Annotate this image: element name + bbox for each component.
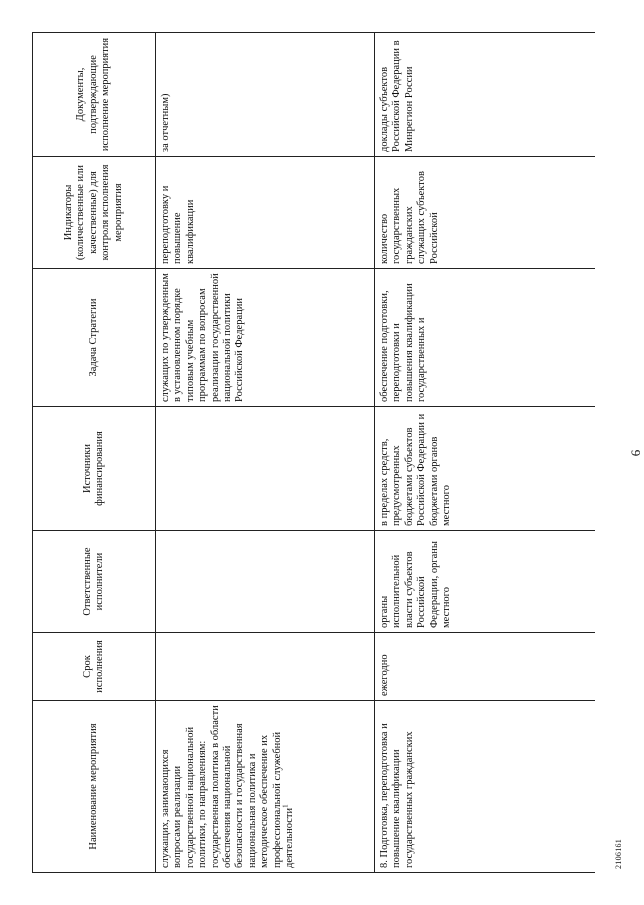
cell-name: [156, 701, 375, 873]
header-executors: Ответственные исполнители: [33, 531, 156, 633]
header-task: Задача Стратегии: [33, 269, 156, 407]
table-header-row: [33, 33, 156, 873]
cell-task: обеспечение подготовки, переподготовки и повышения квалификации государственных и: [375, 269, 596, 407]
row-number: 8.: [379, 860, 390, 868]
document-id: 2106161: [614, 838, 623, 869]
page-number: 6: [628, 449, 643, 457]
cell-documents: доклады субъектов Российской Федерации в Минрегион России: [375, 33, 596, 157]
header-name: Наименование мероприятия: [33, 701, 156, 873]
cell-financing: [156, 407, 375, 531]
rotated-page: [32, 33, 643, 873]
footnote-mark: 1: [281, 804, 290, 808]
header-indicators: Индикаторы (количественные или качественные) для контроля исполнения мероприятия: [33, 157, 156, 269]
cell-executors: органы исполнительной власти субъектов Российской Федерации, органы местного: [375, 531, 596, 633]
cell-indicators: переподготовку и повышение квалификации: [156, 157, 375, 269]
measures-table: [32, 32, 595, 873]
cell-indicators: количество государственных гражданских служащих субъектов Российской: [375, 157, 596, 269]
table-row: [375, 33, 596, 873]
cell-deadline: [156, 633, 375, 701]
header-documents: Документы, подтверждающие исполнение мероприятия: [33, 33, 156, 157]
header-deadline: Срок исполнения: [33, 633, 156, 701]
cell-documents: за отчетным): [156, 33, 375, 157]
cell-deadline: ежегодно: [375, 633, 596, 701]
cell-financing: в пределах средств, предусмотренных бюджетами субъектов Российской Федерации и бюджетами органов местного: [375, 407, 596, 531]
cell-name: [375, 701, 596, 873]
cell-executors: [156, 531, 375, 633]
row-name-text: Подготовка, переподготовка и повышение квалификации государственных гражданских: [379, 723, 415, 868]
row-name-text: служащих, занимающихся вопросами реализации государственной национальной политики, по направлениям: государственная политика в области обеспечения национальной безопасности и государственная национальная политика и методическое обеспечение их профессиональной служебной деятельности: [160, 705, 296, 868]
header-financing: Источники финансирования: [33, 407, 156, 531]
cell-task: служащих по утвержденным в установленном порядке типовым учебным программам по вопросам реализации государственной национальной политики Российской Федерации: [156, 269, 375, 407]
table-row: [156, 33, 375, 873]
